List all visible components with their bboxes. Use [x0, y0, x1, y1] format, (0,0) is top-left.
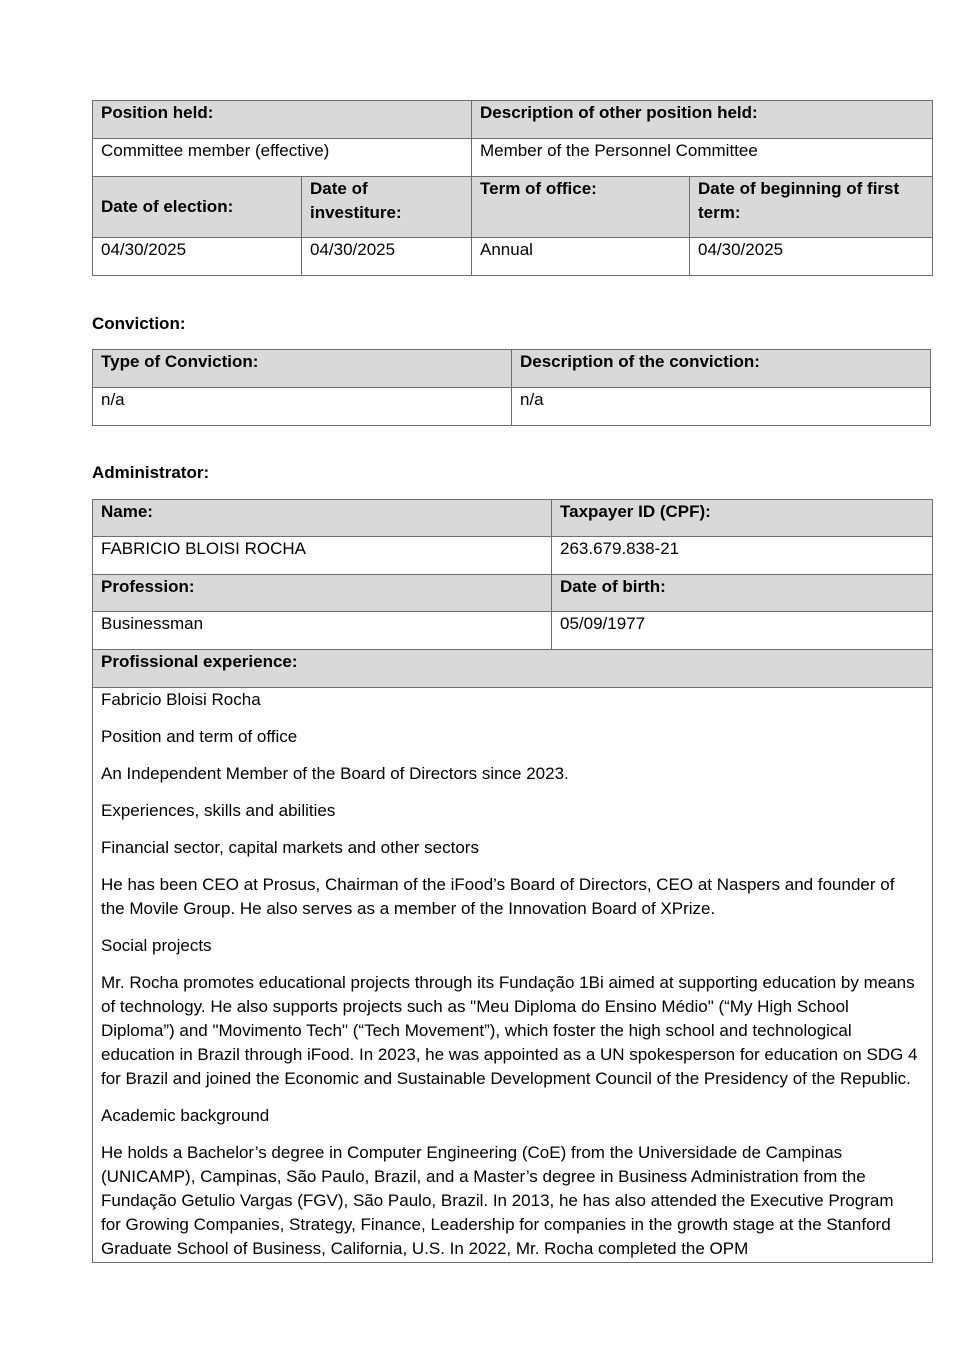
position-table — [92, 100, 933, 276]
conviction-table — [92, 349, 931, 426]
experience-paragraph: Financial sector, capital markets and other sectors — [101, 838, 479, 857]
experience-header: Profissional experience: — [93, 650, 933, 688]
experience-paragraph: Mr. Rocha promotes educational projects through its Fundação 1Bi aimed at supporting education by means of technology. He also supports projects such as "Meu Diploma do Ensino Médio" (“My High School Diploma”) and "Movimento Tech" (“Tech Movement”), which foster the high school and technological education in Brazil through iFood. In 2023, he was appointed as a UN spokesperson for education on SDG 4 for Brazil and joined the Economic and Sustainable Development Council of the Presidency of the Republic. — [101, 973, 918, 1088]
experience-body — [93, 688, 933, 1263]
experience-paragraph: Academic background — [101, 1106, 270, 1125]
profession-header: Profession: — [93, 575, 552, 612]
experience-paragraph: Social projects — [101, 936, 212, 955]
date-investiture-value: 04/30/2025 — [302, 238, 472, 276]
experience-paragraph: Fabricio Bloisi Rocha — [101, 690, 261, 709]
date-election-value: 04/30/2025 — [93, 238, 302, 276]
cpf-value: 263.679.838-21 — [552, 537, 933, 575]
date-first-term-header: Date of beginning of first term: — [690, 177, 933, 238]
administrator-table — [92, 499, 933, 1263]
conviction-type-header: Type of Conviction: — [93, 350, 512, 388]
date-election-header: Date of election: — [93, 177, 302, 238]
name-header: Name: — [93, 500, 552, 537]
other-position-value: Member of the Personnel Committee — [472, 139, 933, 177]
cpf-header: Taxpayer ID (CPF): — [552, 500, 933, 537]
conviction-label: Conviction: — [92, 314, 186, 333]
experience-paragraph: Experiences, skills and abilities — [101, 801, 336, 820]
experience-paragraph: Position and term of office — [101, 727, 298, 746]
administrator-label: Administrator: — [92, 463, 210, 482]
date-first-term-value: 04/30/2025 — [690, 238, 933, 276]
term-office-header: Term of office: — [472, 177, 690, 238]
position-held-value: Committee member (effective) — [93, 139, 472, 177]
conviction-type-value: n/a — [93, 388, 512, 426]
position-held-header: Position held: — [93, 101, 472, 139]
other-position-header: Description of other position held: — [472, 101, 933, 139]
conviction-description-header: Description of the conviction: — [512, 350, 931, 388]
date-investiture-header: Date of investiture: — [302, 177, 472, 238]
profession-value: Businessman — [93, 612, 552, 650]
name-value: FABRICIO BLOISI ROCHA — [93, 537, 552, 575]
experience-paragraph: He has been CEO at Prosus, Chairman of the iFood’s Board of Directors, CEO at Naspers and founder of the Movile Group. He also serves as a member of the Innovation Board of XPrize. — [101, 875, 895, 918]
experience-paragraph: He holds a Bachelor’s degree in Computer Engineering (CoE) from the Universidade de Campinas (UNICAMP), Campinas, São Paulo, Brazil, and a Master’s degree in Business Administration from the Fundação Getulio Vargas (FGV), São Paulo, Brazil. In 2013, he has also attended the Executive Program for Growing Companies, Strategy, Finance, Leadership for companies in the growth stage at the Stanford Graduate School of Business, California, U.S. In 2022, Mr. Rocha completed the OPM — [101, 1143, 894, 1258]
conviction-description-value: n/a — [512, 388, 931, 426]
birth-header: Date of birth: — [552, 575, 933, 612]
birth-value: 05/09/1977 — [552, 612, 933, 650]
experience-paragraph: An Independent Member of the Board of Directors since 2023. — [101, 764, 569, 783]
term-office-value: Annual — [472, 238, 690, 276]
